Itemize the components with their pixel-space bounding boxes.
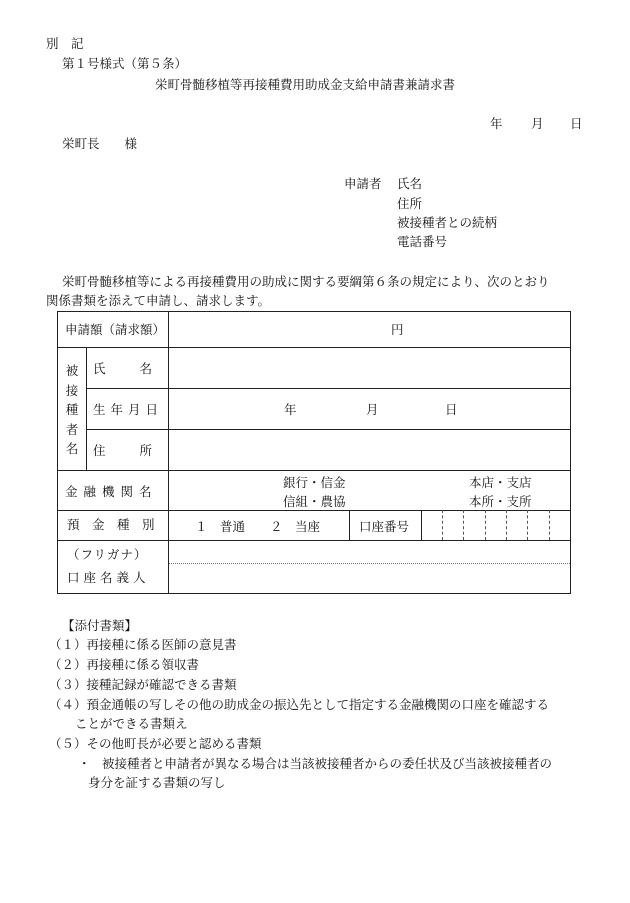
row-line bbox=[57, 347, 571, 348]
form-number: 第１号様式（第５条） bbox=[62, 56, 188, 71]
addressee: 栄町長 様 bbox=[62, 136, 138, 151]
branch-type-1: 本店・支店 bbox=[469, 475, 532, 490]
bank-type-1: 銀行・信金 bbox=[283, 475, 346, 490]
label-column-line bbox=[168, 311, 169, 594]
note-bullet: ・ bbox=[78, 756, 91, 771]
bank-type-2: 信組・農協 bbox=[283, 494, 346, 509]
row-line bbox=[57, 470, 571, 471]
date-day: 日 bbox=[570, 116, 583, 131]
note-line-2: 身分を証する書類の写し bbox=[88, 775, 226, 790]
application-table bbox=[57, 311, 571, 594]
body-text-line-2: 関係書類を添えて申請し、請求します。 bbox=[46, 293, 271, 308]
document-title: 栄町骨髄移植等再接種費用助成金支給申請書兼請求書 bbox=[155, 77, 456, 92]
annex-label: 別 記 bbox=[46, 36, 84, 51]
digit-separator bbox=[485, 510, 486, 540]
vaccinee-label: 被 接 種 者 名 bbox=[65, 363, 79, 456]
attachment-item: （１）再接種に係る医師の意見書 bbox=[49, 637, 237, 652]
account-number-label: 口座番号 bbox=[359, 519, 410, 534]
date-year: 年 bbox=[490, 116, 503, 131]
applicant-name-field: 氏名 bbox=[397, 176, 423, 191]
deposit-type-label: 預 金 種 別 bbox=[67, 517, 155, 532]
bank-name-label: 金融機関名 bbox=[65, 484, 158, 499]
vaccinee-name-label: 氏 名 bbox=[93, 361, 156, 376]
digit-separator bbox=[463, 510, 464, 540]
attachment-item: （２）再接種に係る領収書 bbox=[49, 657, 200, 672]
account-label-line-right bbox=[421, 510, 422, 540]
applicant-label: 申請者 bbox=[344, 176, 382, 191]
furigana-label: （フリガナ） bbox=[67, 547, 148, 562]
dob-month: 月 bbox=[366, 402, 379, 417]
attachment-item: （４）預金通帳の写しその他の助成金の振込先として指定する金融機関の口座を確認する bbox=[49, 697, 550, 712]
vaccinee-column-line bbox=[86, 347, 87, 470]
digit-separator bbox=[549, 510, 550, 540]
amount-label: 申請額（請求額） bbox=[65, 322, 166, 337]
digit-separator bbox=[527, 510, 528, 540]
dob-day: 日 bbox=[445, 402, 458, 417]
table-border-right bbox=[570, 311, 571, 594]
applicant-relation-field: 被接種者との続柄 bbox=[397, 215, 498, 230]
date-month: 月 bbox=[531, 116, 544, 131]
attachments-heading: 【添付書類】 bbox=[62, 618, 138, 633]
digit-separator bbox=[442, 510, 443, 540]
applicant-address-field: 住所 bbox=[397, 196, 423, 211]
account-label-line-left bbox=[349, 510, 350, 540]
applicant-phone-field: 電話番号 bbox=[397, 234, 448, 249]
attachment-item-continuation: ことができる書類え bbox=[75, 716, 188, 731]
note-line-1: 被接種者と申請者が異なる場合は当該被接種者からの委任状及び当該被接種者の bbox=[102, 756, 553, 771]
amount-unit: 円 bbox=[391, 322, 404, 337]
table-border-left bbox=[57, 311, 58, 594]
attachment-item: （５）その他町長が必要と認める書類 bbox=[49, 736, 262, 751]
row-line bbox=[86, 388, 571, 389]
digit-separator bbox=[506, 510, 507, 540]
deposit-type-options: １ 普通 ２ 当座 bbox=[195, 519, 321, 534]
branch-type-2: 本所・支所 bbox=[469, 494, 532, 509]
table-border-top bbox=[57, 311, 571, 312]
row-line bbox=[57, 540, 571, 541]
account-holder-label: 口座名義人 bbox=[67, 570, 150, 585]
row-line bbox=[86, 429, 571, 430]
vaccinee-dob-label: 生年月日 bbox=[93, 402, 164, 417]
furigana-separator bbox=[169, 563, 570, 564]
table-border-bottom bbox=[57, 593, 571, 594]
body-text-line-1: 栄町骨髄移植等による再接種費用の助成に関する要綱第６条の規定により、次のとおり bbox=[62, 274, 550, 289]
dob-year: 年 bbox=[284, 402, 297, 417]
attachment-item: （３）接種記録が確認できる書類 bbox=[49, 677, 237, 692]
row-line bbox=[57, 510, 571, 511]
vaccinee-address-label: 住 所 bbox=[93, 443, 156, 458]
